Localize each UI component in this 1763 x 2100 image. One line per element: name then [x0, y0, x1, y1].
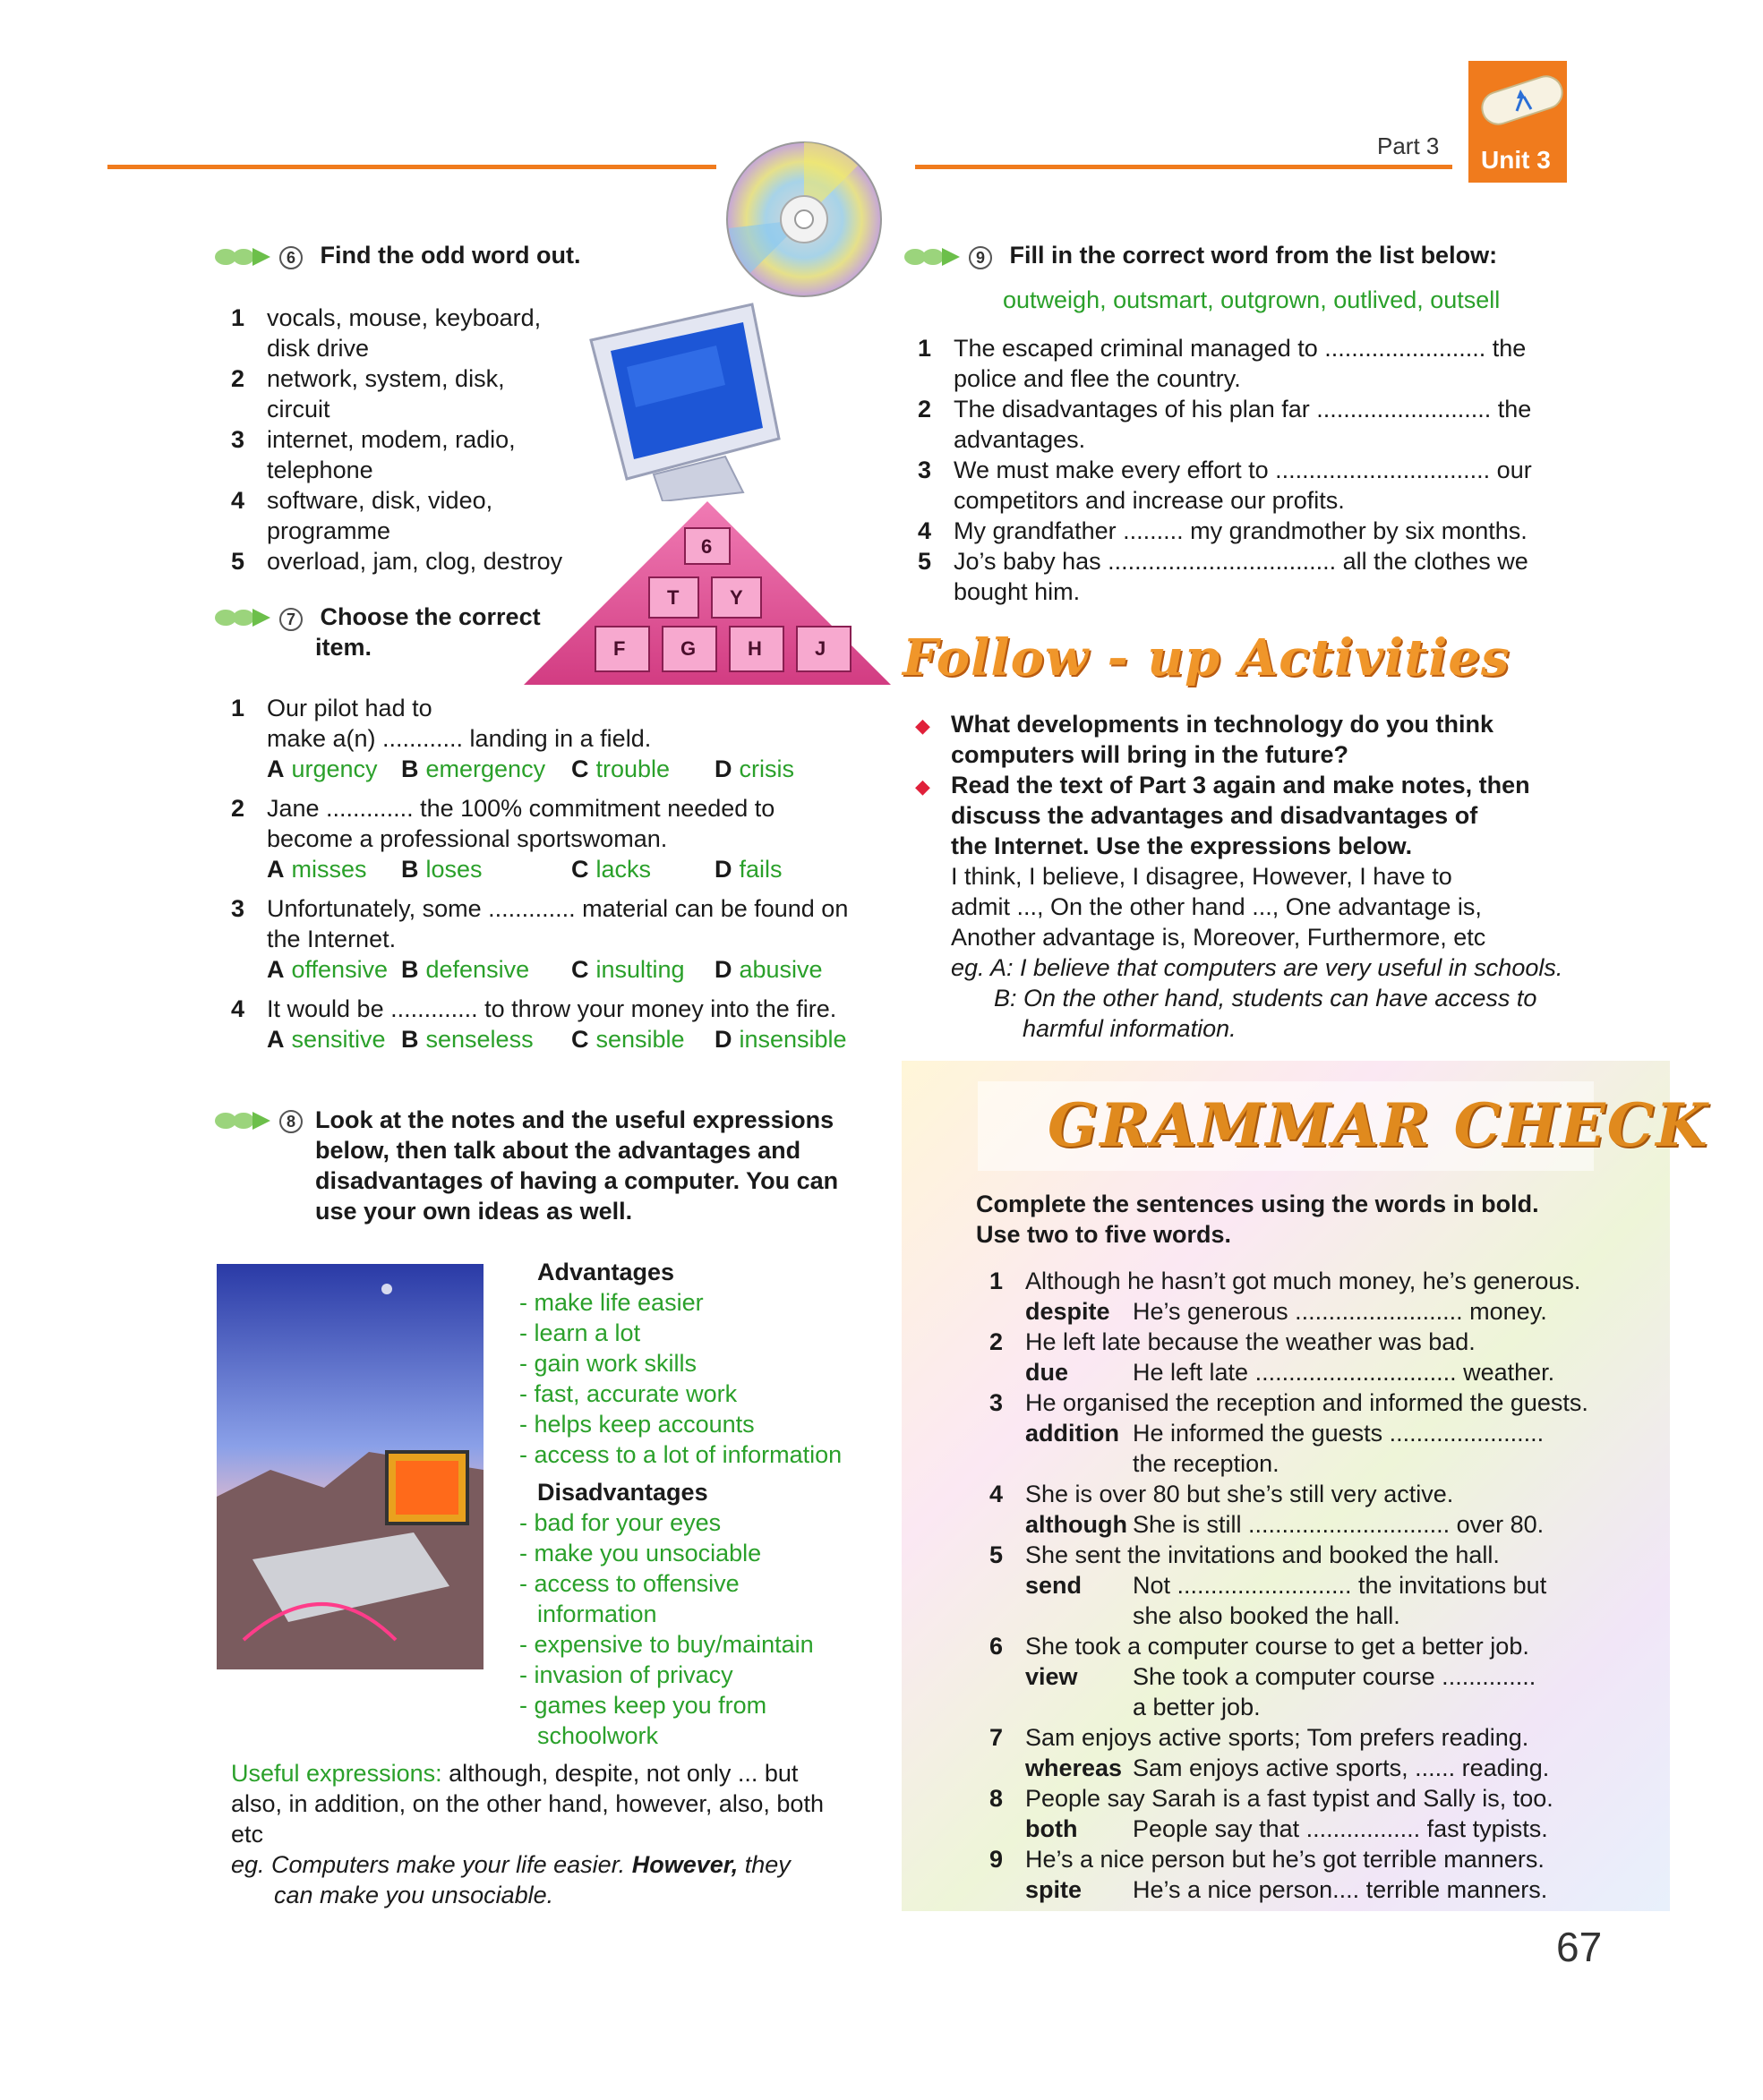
exercise-arrow-icon [903, 243, 965, 270]
list-item: schoolwork [537, 1722, 659, 1749]
option: D fails [715, 856, 783, 883]
option: A sensitive [267, 1026, 386, 1053]
list-item: - access to a lot of information [519, 1441, 843, 1468]
option: D crisis [715, 755, 794, 782]
options [267, 1024, 876, 1054]
option: B emergency [401, 755, 546, 782]
question: 3 Unfortunately, some ............. material can be found on the Internet. A offensive B defensive C insulting D abusive [231, 893, 876, 985]
key-label: Y [730, 586, 743, 609]
list-item: - helps keep accounts [519, 1411, 755, 1438]
list-item: 8 People say Sarah is a fast typist and Sally is, too. both People say that ................. fast typists. [989, 1785, 1553, 1842]
list-item: 2 The disadvantages of his plan far .......................... the advantages. [918, 396, 1532, 453]
option: D abusive [715, 956, 823, 983]
exercise-8-number: 8 [279, 1110, 303, 1133]
option: C trouble [571, 755, 671, 782]
computer-rubble-photo [217, 1264, 484, 1669]
grammar-check-title: GRAMMAR CHECK [1048, 1090, 1709, 1160]
list-item: ◆ Read the text of Part 3 again and make notes, then discuss the advantages and disadvantages of the Internet. Use the expressions below. I think, I believe, I disagree, However, I have to admit ..., On the other hand ..., One advantage is, Another advantage is, Moreover, Furthermore, etc eg. A: I believe that computers are very useful in schools. B: On the other hand, students can have access to harmful information. [915, 772, 1563, 1042]
options [267, 754, 876, 784]
key-label: J [815, 637, 826, 660]
exercise-9-header [969, 240, 1497, 270]
key-label: H [748, 637, 762, 660]
exercise-7-title-line2: item. [315, 634, 372, 661]
exercise-8-title: Look at the notes and the useful expressions below, then talk about the advantages and disadvantages of having a computer. You can use your own ideas as well. [315, 1106, 839, 1225]
key-label: F [613, 637, 626, 660]
list-item: - invasion of privacy [519, 1661, 733, 1688]
option: B loses [401, 856, 483, 883]
follow-up-list [915, 709, 1649, 1044]
list-item: - expensive to buy/maintain [519, 1631, 814, 1658]
list-item: 9 He’s a nice person but he’s got terrible manners. spite He’s a nice person.... terrible manners. [989, 1846, 1548, 1903]
option: C insulting [571, 956, 685, 983]
list-item: - games keep you from [519, 1692, 767, 1719]
exercise-arrow-icon [213, 604, 276, 631]
unit-label: Unit 3 [1481, 146, 1551, 174]
list-item: 1 Although he hasn’t got much money, he’s generous. despite He’s generous ......................... money. [989, 1268, 1581, 1325]
options [267, 854, 876, 884]
exercise-6-title: Find the odd word out. [320, 242, 581, 269]
option: A misses [267, 856, 367, 883]
exercise-6-header [279, 240, 580, 270]
disadvantages-title: Disadvantages [537, 1479, 708, 1506]
list-item: 5 overload, jam, clog, destroy [231, 548, 563, 575]
example-sentence: eg. Computers make your life easier. However, they [231, 1851, 791, 1878]
list-item: 3 internet, modem, radio, telephone [231, 426, 516, 483]
list-item: 2 network, system, disk, circuit [231, 365, 505, 423]
list-item: - access to offensive [519, 1570, 740, 1597]
list-item: 5 She sent the invitations and booked the hall. send Not .......................... the invitations but she also booked the hall. [989, 1541, 1547, 1629]
list-item: - gain work skills [519, 1350, 697, 1377]
diploma-scroll-icon [1468, 64, 1576, 136]
key-label: 6 [701, 535, 713, 558]
list-item: 4 She is over 80 but she’s still very active. although She is still .............................. over 80. [989, 1481, 1545, 1538]
list-item: - make you unsociable [519, 1540, 762, 1566]
option: D insensible [715, 1026, 847, 1053]
key-label: G [680, 637, 697, 660]
exercise-6-list [231, 303, 571, 576]
keyboard-keys-image [524, 501, 891, 703]
cd-disc-image [723, 139, 885, 300]
diamond-bullet-icon: ◆ [915, 714, 930, 737]
question: 2 Jane ............. the 100% commitment needed to become a professional sportswoman. A misses B loses C lacks D fails [231, 793, 876, 884]
exercise-7-title: Choose the correct [320, 603, 541, 630]
grammar-list [989, 1266, 1670, 1905]
option: C lacks [571, 856, 652, 883]
question: 1 Our pilot had to make a(n) ............ landing in a field. A urgency B emergency C trouble D crisis [231, 693, 876, 784]
header-rule-left [107, 165, 716, 169]
page-number: 67 [1556, 1924, 1603, 1970]
exercise-7-questions [231, 693, 876, 1054]
list-item: - learn a lot [519, 1319, 641, 1346]
option: A offensive [267, 956, 389, 983]
header-rule-right [915, 165, 1452, 169]
exercise-7-header [279, 602, 541, 662]
list-item: - bad for your eyes [519, 1509, 722, 1536]
list-item: - fast, accurate work [519, 1380, 738, 1407]
option: B senseless [401, 1026, 534, 1053]
list-item: 6 She took a computer course to get a better job. view She took a computer course .............. a better job. [989, 1633, 1536, 1720]
exercise-9-number: 9 [969, 246, 992, 269]
list-item: 3 We must make every effort to ................................ our competitors and increase our profits. [918, 457, 1532, 514]
diamond-bullet-icon: ◆ [915, 775, 930, 798]
advantages-list [519, 1257, 877, 1751]
list-item: 4 My grandfather ......... my grandmother by six months. [918, 517, 1528, 544]
list-item: ◆ What developments in technology do you think computers will bring in the future? [915, 711, 1494, 768]
computer-monitor-image [573, 286, 788, 501]
list-item: 5 Jo’s baby has .................................. all the clothes we bought him. [918, 548, 1528, 605]
exercise-9-title: Fill in the correct word from the list below: [1009, 242, 1498, 269]
options [267, 954, 876, 985]
follow-up-title: Follow - up Activities [903, 628, 1511, 687]
advantages-title: Advantages [537, 1259, 675, 1285]
exercise-7-number: 7 [279, 608, 303, 631]
exercise-arrow-icon [213, 243, 276, 270]
part-label: Part 3 [1377, 132, 1440, 159]
question: 4 It would be ............. to throw your money into the fire. A sensitive B senseless C sensible D insensible [231, 994, 876, 1054]
key-label: T [667, 586, 680, 609]
exercise-arrow-icon [213, 1107, 276, 1134]
list-item: 4 software, disk, video, programme [231, 487, 493, 544]
option: C sensible [571, 1026, 685, 1053]
exercise-9-list [918, 333, 1652, 607]
exercise-6-number: 6 [279, 246, 303, 269]
list-item: 1 vocals, mouse, keyboard, disk drive [231, 304, 542, 362]
useful-expressions: Useful expressions: although, despite, not only ... but also, in addition, on the other hand, however, also, both etc eg. Computers make your life easier. However, they can make you unsociable. [231, 1758, 876, 1910]
option: B defensive [401, 956, 530, 983]
option: A urgency [267, 755, 378, 782]
list-item: 1 The escaped criminal managed to ........................ the police and flee the country. [918, 335, 1527, 392]
grammar-instructions: Complete the sentences using the words in bold. Use two to five words. [976, 1191, 1539, 1248]
useful-expressions-label: Useful expressions: [231, 1760, 442, 1787]
list-item: - make life easier [519, 1289, 704, 1316]
list-item: 3 He organised the reception and informed the guests. addition He informed the guests ....................... the reception. [989, 1389, 1588, 1477]
word-list: outweigh, outsmart, outgrown, outlived, outsell [1003, 286, 1501, 313]
list-item: 2 He left late because the weather was bad. due He left late .............................. weather. [989, 1328, 1555, 1386]
list-item: information [537, 1601, 657, 1627]
list-item: 7 Sam enjoys active sports; Tom prefers reading. whereas Sam enjoys active sports, ...... reading. [989, 1724, 1550, 1781]
